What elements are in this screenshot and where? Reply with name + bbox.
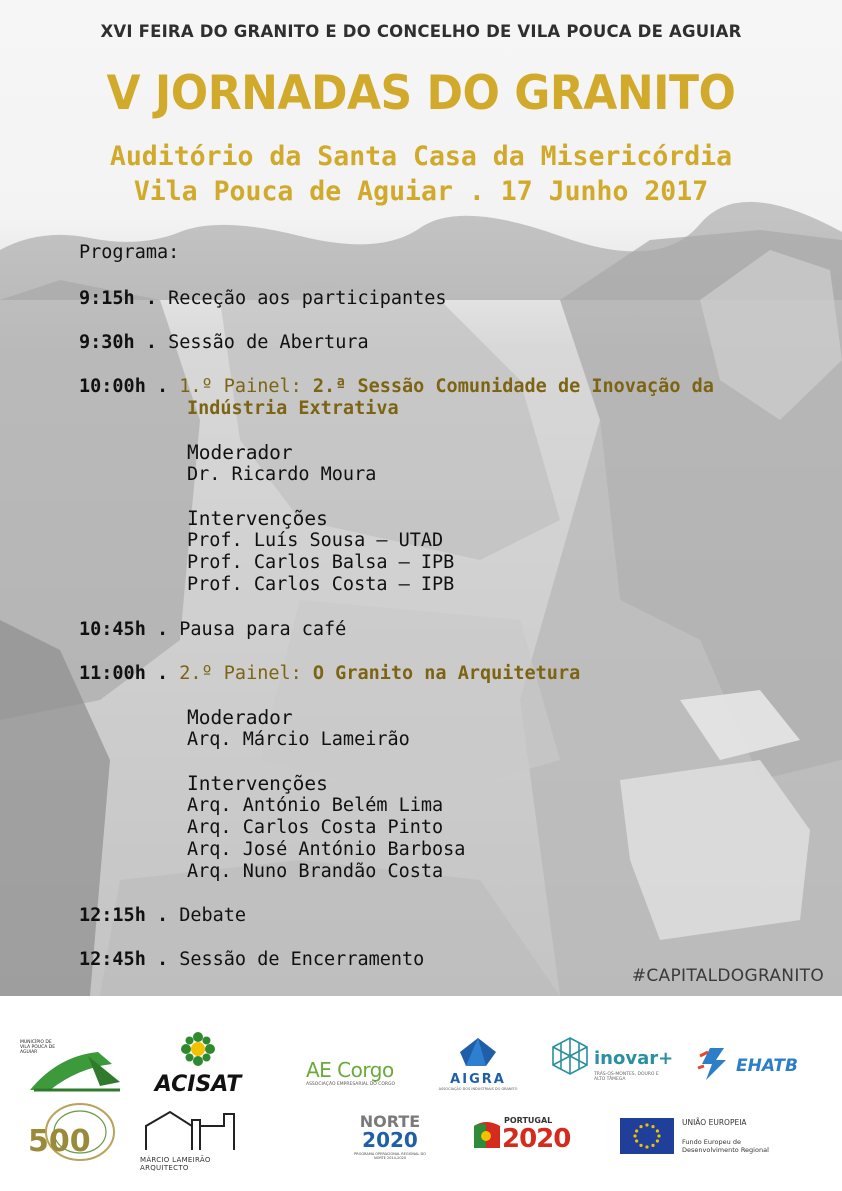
anos-text: 500	[28, 1124, 91, 1159]
program-item	[79, 619, 346, 641]
item-time: 12:15h	[79, 905, 146, 926]
sponsor-logos	[0, 996, 842, 1191]
municipio-logo	[20, 1040, 120, 1096]
panel-prefix: 1.º Painel:	[168, 376, 302, 397]
norte-text: NORTE	[359, 1112, 421, 1131]
venue-line: Auditório da Santa Casa da Misericórdia	[109, 141, 733, 172]
item-separator: .	[145, 663, 169, 684]
item-separator: .	[145, 619, 169, 640]
hashtag: #CAPITALDOGRANITO	[631, 966, 824, 986]
speaker-name: Prof. Luís Sousa – UTAD	[187, 530, 444, 551]
portugal-text: PORTUGAL	[504, 1116, 553, 1125]
speaker-name: Arq. Carlos Costa Pinto	[187, 817, 444, 838]
marcio-logo	[140, 1108, 260, 1170]
portugal-flag-icon	[472, 1116, 502, 1150]
item-time: 11:00h	[79, 663, 146, 684]
program-item-panel	[79, 663, 580, 685]
speakers-heading: Intervenções	[187, 772, 328, 795]
moderator-heading: Moderador	[187, 441, 293, 464]
item-time: 9:15h	[79, 288, 135, 309]
fair-subtitle: XVI FEIRA DO GRANITO E DO CONCELHO DE VILA POUCA DE AGUIAR	[100, 22, 742, 41]
item-separator: .	[145, 905, 169, 926]
norte-subtext: PROGRAMA OPERACIONAL REGIONAL DO NORTE 2014-2020	[354, 1152, 426, 1160]
event-title: V JORNADAS DO GRANITO	[106, 65, 736, 122]
program-item	[79, 949, 424, 971]
speaker-name: Arq. António Belém Lima	[187, 795, 444, 816]
anos-logo	[24, 1100, 120, 1172]
item-text: Sessão de Abertura	[156, 332, 369, 353]
norte-year: 2020	[362, 1128, 418, 1152]
item-time: 10:00h	[79, 376, 146, 397]
eu-flag-icon	[620, 1118, 674, 1154]
acisat-text: ACISAT	[154, 1072, 242, 1097]
inovar-logo	[550, 1036, 675, 1094]
program-item	[79, 905, 246, 927]
ehatb-logo	[696, 1046, 820, 1084]
aecorgo-logo	[306, 1058, 416, 1088]
item-time: 10:45h	[79, 619, 146, 640]
item-time: 12:45h	[79, 949, 146, 970]
speaker-name: Arq. José António Barbosa	[187, 839, 466, 860]
moderator-name: Dr. Ricardo Moura	[187, 464, 377, 485]
panel-title: O Granito na Arquitetura	[301, 663, 581, 684]
aecorgo-subtext: ASSOCIAÇÃO EMPRESARIAL DO CORGO	[306, 1082, 396, 1087]
panel2-details	[187, 707, 465, 883]
portugal2020-logo	[472, 1116, 592, 1156]
item-separator: .	[134, 288, 157, 309]
acisat-flower-icon	[181, 1032, 215, 1066]
moderator-name: Arq. Márcio Lameirão	[187, 729, 410, 750]
date-line: Vila Pouca de Aguiar . 17 Junho 2017	[133, 176, 709, 207]
portugal-year: 2020	[502, 1124, 571, 1154]
item-text: Debate	[168, 905, 247, 926]
speaker-name: Arq. Nuno Brandão Costa	[187, 861, 444, 882]
panel-title: 2.ª Sessão Comunidade de Inovação da	[301, 376, 714, 397]
aigra-crystal-icon	[456, 1038, 500, 1068]
acisat-logo	[148, 1032, 248, 1098]
program-item	[79, 332, 369, 354]
inovar-text: inovar+	[594, 1048, 674, 1069]
eu-logo	[620, 1118, 820, 1158]
speaker-name: Prof. Carlos Costa – IPB	[187, 574, 455, 595]
norte2020-logo	[350, 1114, 430, 1172]
ehatb-text: EHATB	[736, 1056, 798, 1076]
item-time: 9:30h	[79, 332, 135, 353]
panel-prefix: 2.º Painel:	[168, 663, 302, 684]
item-text: Sessão de Encerramento	[168, 949, 425, 970]
aigra-text: AIGRA	[450, 1072, 506, 1087]
marcio-house-icon	[140, 1108, 250, 1152]
program-item	[79, 288, 447, 310]
program-item-panel	[79, 376, 714, 398]
eu-title: UNIÃO EUROPEIA	[682, 1118, 747, 1127]
panel-title-line2: Indústria Extrativa	[187, 398, 399, 419]
item-text: Receção aos participantes	[156, 288, 447, 309]
speakers-heading: Intervenções	[187, 507, 328, 530]
panel1-details	[187, 442, 454, 596]
municipio-text: MUNICÍPIO DE VILA POUCA DE AGUIAR	[20, 1040, 56, 1055]
item-separator: .	[145, 376, 169, 397]
inovar-subtext: TRÁS-OS-MONTES, DOURO E ALTO TÂMEGA	[594, 1072, 659, 1082]
panel-title-continued	[187, 398, 399, 420]
item-separator: .	[145, 949, 169, 970]
marcio-text: MÁRCIO LAMEIRÃO ARQUITECTO	[140, 1156, 211, 1172]
municipio-icon	[28, 1046, 128, 1094]
inovar-cube-icon	[550, 1036, 590, 1076]
item-separator: .	[134, 332, 157, 353]
aigra-subtext: ASSOCIAÇÃO DOS INDUSTRIAIS DO GRANITO	[438, 1087, 518, 1091]
aecorgo-text: AE Corgo	[306, 1058, 394, 1082]
eu-fund: Fundo Europeu de Desenvolvimento Regional	[682, 1138, 769, 1154]
ehatb-bolt-icon	[696, 1046, 732, 1082]
program-heading: Programa:	[79, 242, 180, 263]
aigra-logo	[436, 1038, 520, 1094]
item-text: Pausa para café	[168, 619, 347, 640]
speaker-name: Prof. Carlos Balsa – IPB	[187, 552, 455, 573]
moderator-heading: Moderador	[187, 706, 293, 729]
